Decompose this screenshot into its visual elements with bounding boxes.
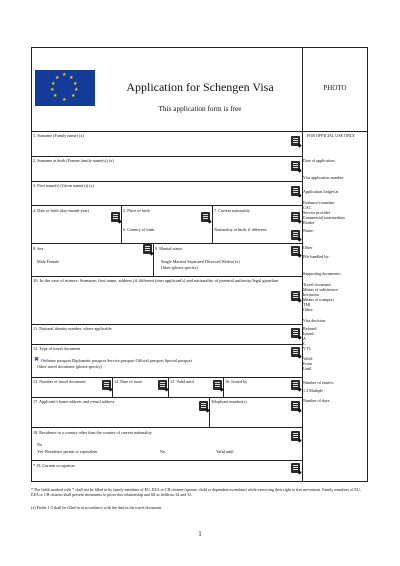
note-icon[interactable] <box>143 244 152 254</box>
field-valid-until-label: 15. Valid until <box>170 379 194 384</box>
doc-option[interactable]: TMI <box>303 302 311 307</box>
lodged-option[interactable]: Border <box>303 220 315 225</box>
note-icon[interactable] <box>291 401 300 411</box>
field-issued-by-label: 16. Issued by <box>225 379 248 384</box>
supporting-docs-label: Supporting documents: <box>303 271 342 276</box>
other-option[interactable]: Other <box>303 245 313 250</box>
file-handled-label: File handled by: <box>303 254 330 259</box>
until-label: Until <box>303 366 312 371</box>
field-country-birth-label: 6. Country of birth <box>123 227 155 232</box>
field-sex-options[interactable]: Male Female <box>37 259 59 264</box>
note-icon[interactable] <box>111 212 120 222</box>
field-travel-doc-type-label: 12. Type of travel document <box>33 346 81 351</box>
field-place-birth-label: 5. Place of birth <box>123 208 150 213</box>
eu-flag: ★ ★ ★ ★ ★ ★ ★ ★ ★ ★ <box>35 70 95 106</box>
field-surname-label: 1. Surname (Family name) (x) <box>33 133 84 138</box>
field-first-name-label: 3. First name(s) (Given name(s)) (x) <box>33 183 94 188</box>
field-residence-label: 18. Residence in a country other than the country of current nationality <box>33 430 152 435</box>
field-marital-options-1[interactable]: Single Married Separated Divorced Widow(er) <box>161 259 240 264</box>
doc-option[interactable]: Invitation <box>303 292 319 297</box>
photo-label: PHOTO <box>323 84 347 92</box>
note-icon[interactable] <box>291 328 300 338</box>
page-number: 1 <box>198 530 202 538</box>
field-minors-label: 10. In the case of minors: Surname, first name, address (if different from applicant's) and nationality of parental authority/legal guardian <box>33 278 279 283</box>
note-icon[interactable] <box>213 380 222 390</box>
note-icon[interactable] <box>291 291 300 301</box>
note-icon[interactable] <box>291 212 300 222</box>
field-national-id-label: 11. National identity number, where applicable <box>33 326 112 331</box>
days-label: Number of days: <box>303 398 331 403</box>
decision-option[interactable]: C <box>303 341 306 346</box>
field-travel-doc-number-label: 13. Number of travel document <box>33 379 86 384</box>
field-marital-options-2[interactable]: Other (please specify) <box>161 265 198 270</box>
field-nationality-label: 7. Current nationality <box>214 208 250 213</box>
note-icon[interactable] <box>291 161 300 171</box>
decision-option[interactable]: Issued: <box>303 331 315 336</box>
note-icon[interactable] <box>291 230 300 240</box>
field-nationality-birth-label: Nationality at birth, if different: <box>214 227 268 232</box>
field-travel-doc-options-1[interactable]: Ordinary passport Diplomatic passport Service passport Official passport Special passport <box>41 358 192 363</box>
field-telephone-label: Telephone number(s) <box>211 399 247 404</box>
lodged-option[interactable]: Service provider <box>303 210 331 215</box>
from-label: From <box>303 361 312 366</box>
visa-decision-label: Visa decision: <box>303 318 327 323</box>
official-use-title: FOR OFFICIAL USE ONLY <box>307 133 355 138</box>
checkbox-mark-icon[interactable]: ✖ <box>34 357 40 363</box>
entries-label: Number of entries: <box>303 380 334 385</box>
footnote-x: (x) Fields 1-3 shall be filled in in accordance with the data in the travel document. <box>31 505 163 510</box>
field-surname-birth-label: 2. Surname at birth (Former family name(s)) (x) <box>33 158 114 163</box>
lodged-option[interactable]: Commercial intermediary <box>303 215 346 220</box>
field-sex-label: 8. Sex <box>33 246 44 251</box>
note-icon[interactable] <box>291 186 300 196</box>
note-icon[interactable] <box>291 380 300 390</box>
note-icon[interactable] <box>291 431 300 441</box>
decision-option[interactable]: Refused <box>303 326 317 331</box>
form-title: Application for Schengen Visa <box>126 80 274 94</box>
footnote-star: * The fields marked with * shall not be filled in by family members of EU, EEA or CH citizens (spouse, child or dependent ascendant) while exercising their right to free movement. Family members of EU, EEA or CH citizens shall present documents to prove this relationship and fill in fields no 34 and 35. <box>31 487 361 498</box>
note-icon[interactable] <box>102 380 111 390</box>
field-residence-no-2: No <box>160 449 166 454</box>
field-occupation-label: * 19. Current occupation <box>33 463 75 468</box>
note-icon[interactable] <box>291 136 300 146</box>
note-icon[interactable] <box>291 246 300 256</box>
date-of-application-label: Date of application: <box>303 158 336 163</box>
field-residence-no[interactable]: No <box>37 442 43 447</box>
lodged-option[interactable]: CAC <box>303 205 312 210</box>
doc-option[interactable]: Other: <box>303 307 314 312</box>
lodged-at-label: Application lodged at <box>303 189 339 194</box>
entries-options[interactable]: 1 2 Multiple <box>303 388 324 393</box>
doc-option[interactable]: Means of subsistence <box>303 287 339 292</box>
valid-label: Valid: <box>303 356 313 361</box>
field-dob-label: 4. Date of birth (day-month-year) <box>33 208 90 213</box>
field-home-address-label: 17. Applicant's home address and e-mail address <box>33 399 115 404</box>
note-icon[interactable] <box>158 380 167 390</box>
official-use-column <box>303 133 367 403</box>
decision-option[interactable]: A <box>303 336 306 341</box>
doc-option[interactable]: Means of transport <box>303 297 334 302</box>
decision-option[interactable]: VTL <box>303 346 311 351</box>
note-icon[interactable] <box>291 463 300 473</box>
note-icon[interactable] <box>291 347 300 357</box>
lodged-option[interactable]: Embassy/consulate <box>303 200 335 205</box>
field-travel-doc-options-2[interactable]: Other travel document (please specify) <box>37 364 103 369</box>
form-subtitle: This application form is free <box>158 104 242 113</box>
field-residence-valid: Valid until <box>216 449 234 454</box>
field-marital-label: 9. Marital status <box>155 246 183 251</box>
field-date-issue-label: 14. Date of issue <box>114 379 143 384</box>
doc-option[interactable]: Travel document <box>303 282 331 287</box>
name-label: Name: <box>303 228 314 233</box>
note-icon[interactable] <box>199 401 208 411</box>
visa-app-number-label: Visa application number: <box>303 175 345 180</box>
note-icon[interactable] <box>201 212 210 222</box>
field-residence-yes[interactable]: Yes. Residence permit or equivalent <box>37 449 98 454</box>
